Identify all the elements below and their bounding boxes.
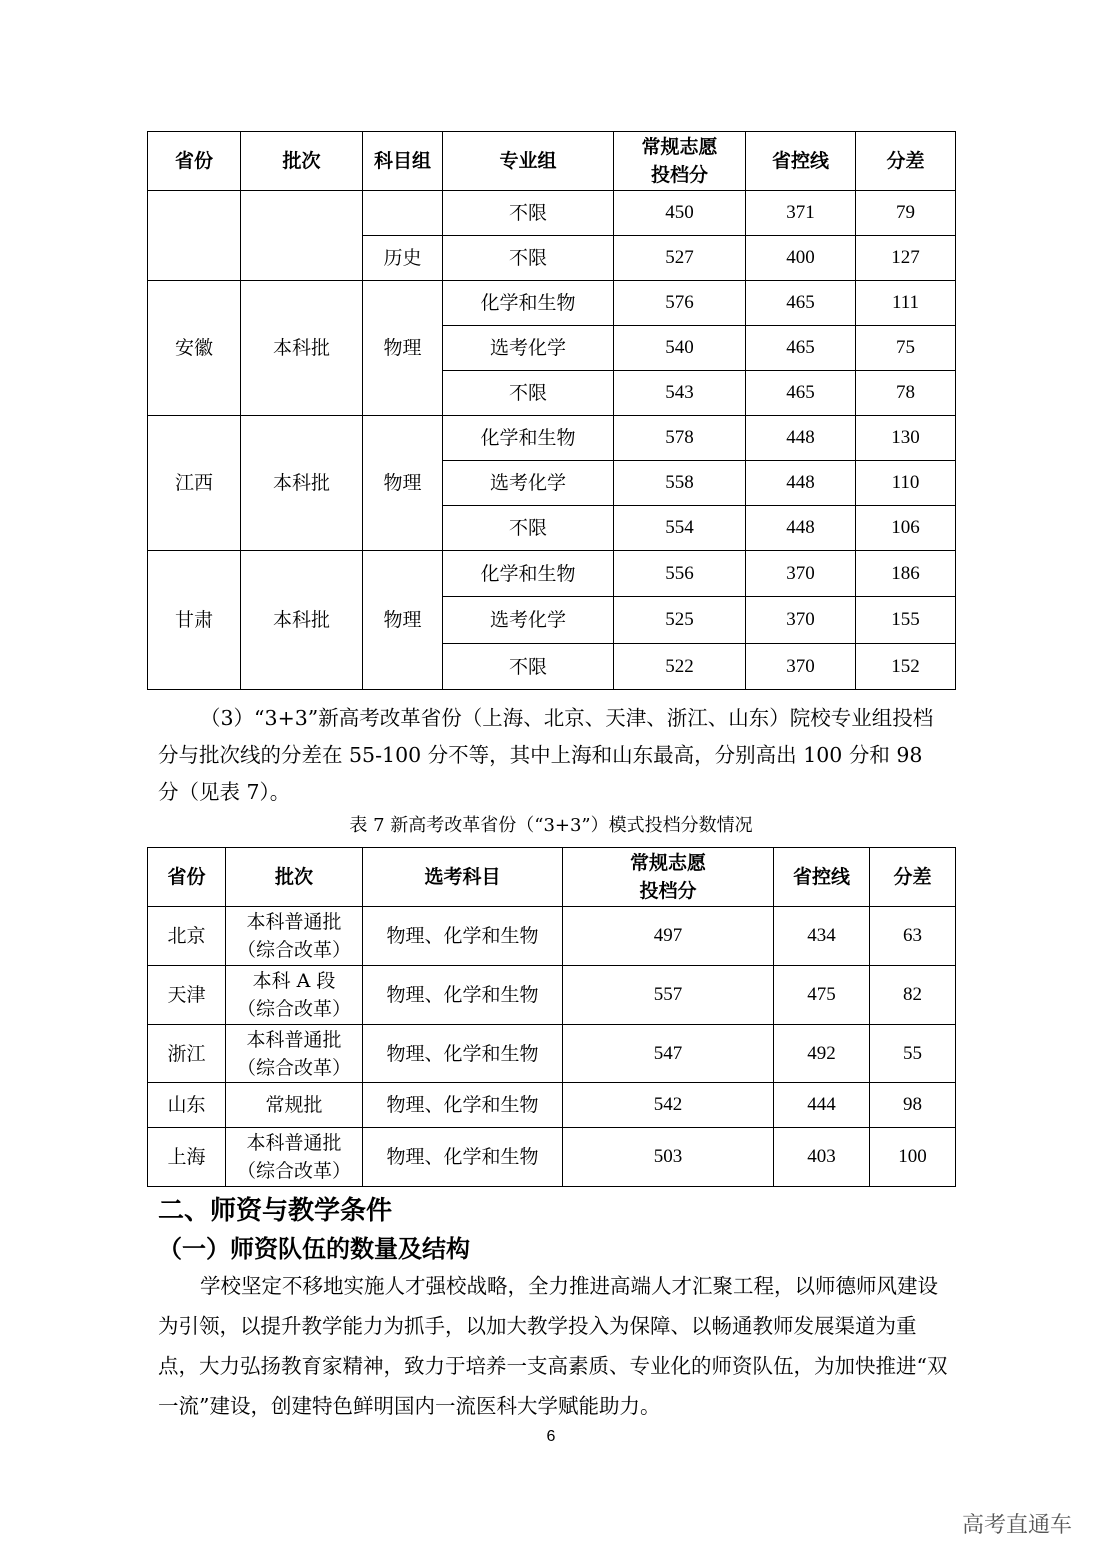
- line-cell: 370: [746, 551, 856, 597]
- subjects-cell: 物理、化学和生物: [363, 1128, 563, 1187]
- diff-cell: 186: [856, 551, 956, 597]
- header-major-group: 专业组: [443, 132, 614, 191]
- score-cell: 450: [614, 191, 746, 236]
- header-control-line: 省控线: [774, 848, 870, 907]
- line-cell: 448: [746, 506, 856, 551]
- line-cell: 465: [746, 371, 856, 416]
- province-cell: 天津: [148, 966, 226, 1025]
- diff-cell: 152: [856, 644, 956, 690]
- page-number: 6: [546, 1428, 556, 1445]
- table-row: [148, 191, 956, 236]
- diff-cell: 111: [856, 281, 956, 326]
- subjects-cell: 物理、化学和生物: [363, 1083, 563, 1128]
- admission-table-6: [147, 131, 956, 690]
- diff-cell: 55: [870, 1025, 956, 1083]
- score-cell: 522: [614, 644, 746, 690]
- group-cell: 选考化学: [443, 326, 614, 371]
- score-cell: 554: [614, 506, 746, 551]
- diff-cell: 127: [856, 236, 956, 281]
- header-batch: 批次: [226, 848, 363, 907]
- table-row: [148, 281, 956, 326]
- subsection-heading: （一）师资队伍的数量及结构: [158, 1235, 470, 1263]
- province-cell: 安徽: [148, 281, 241, 416]
- line-cell: 448: [746, 416, 856, 461]
- diff-cell: 63: [870, 907, 956, 966]
- score-cell: 557: [563, 966, 774, 1025]
- batch-cell: 本科批: [241, 416, 363, 551]
- province-cell: 上海: [148, 1128, 226, 1187]
- diff-cell: 155: [856, 597, 956, 644]
- table-row: [148, 1083, 956, 1128]
- group-cell: 不限: [443, 644, 614, 690]
- score-cell: 558: [614, 461, 746, 506]
- province-cell: [148, 191, 241, 281]
- diff-cell: 100: [870, 1128, 956, 1187]
- score-cell: 578: [614, 416, 746, 461]
- line-cell: 400: [746, 236, 856, 281]
- subject-cell: [363, 191, 443, 236]
- subject-cell: 物理: [363, 551, 443, 690]
- province-cell: 浙江: [148, 1025, 226, 1083]
- batch-cell: 常规批: [226, 1083, 363, 1128]
- subjects-cell: 物理、化学和生物: [363, 1025, 563, 1083]
- line-cell: 448: [746, 461, 856, 506]
- diff-cell: 98: [870, 1083, 956, 1128]
- table-row: [148, 1128, 956, 1187]
- header-score: 常规志愿 投档分: [563, 848, 774, 907]
- diff-cell: 75: [856, 326, 956, 371]
- line-cell: 370: [746, 597, 856, 644]
- line-cell: 444: [774, 1083, 870, 1128]
- line-cell: 403: [774, 1128, 870, 1187]
- subject-cell: 物理: [363, 281, 443, 416]
- header-batch: 批次: [241, 132, 363, 191]
- header-diff: 分差: [856, 132, 956, 191]
- watermark: 高考直通车: [962, 1513, 1073, 1538]
- batch-cell: 本科普通批 （综合改革）: [226, 1025, 363, 1083]
- score-cell: 542: [563, 1083, 774, 1128]
- table-row: [148, 1025, 956, 1083]
- subject-cell: 历史: [363, 236, 443, 281]
- batch-cell: 本科批: [241, 281, 363, 416]
- province-cell: 北京: [148, 907, 226, 966]
- group-cell: 不限: [443, 371, 614, 416]
- diff-cell: 78: [856, 371, 956, 416]
- table-row: [148, 966, 956, 1025]
- header-province: 省份: [148, 848, 226, 907]
- line-cell: 465: [746, 326, 856, 371]
- table-7-caption: 表 7 新高考改革省份（“3+3”）模式投档分数情况: [349, 815, 753, 836]
- line-cell: 434: [774, 907, 870, 966]
- header-diff: 分差: [870, 848, 956, 907]
- score-cell: 503: [563, 1128, 774, 1187]
- header-subjects: 选考科目: [363, 848, 563, 907]
- header-province: 省份: [148, 132, 241, 191]
- diff-cell: 79: [856, 191, 956, 236]
- subjects-cell: 物理、化学和生物: [363, 907, 563, 966]
- header-control-line: 省控线: [746, 132, 856, 191]
- diff-cell: 82: [870, 966, 956, 1025]
- score-cell: 540: [614, 326, 746, 371]
- diff-cell: 130: [856, 416, 956, 461]
- province-cell: 山东: [148, 1083, 226, 1128]
- table-header-row: [148, 848, 956, 907]
- group-cell: 化学和生物: [443, 281, 614, 326]
- group-cell: 选考化学: [443, 597, 614, 644]
- table-header-row: [148, 132, 956, 191]
- batch-cell: 本科批: [241, 551, 363, 690]
- paragraph-3: （3）“3+3”新高考改革省份（上海、北京、天津、浙江、山东）院校专业组投档分与批次线的分差在 55-100 分不等，其中上海和山东最高，分别高出 100 分和 98 分（见表 7）。: [158, 706, 934, 804]
- table-row: [148, 907, 956, 966]
- batch-cell: 本科 A 段 （综合改革）: [226, 966, 363, 1025]
- group-cell: 化学和生物: [443, 416, 614, 461]
- group-cell: 不限: [443, 191, 614, 236]
- group-cell: 不限: [443, 236, 614, 281]
- subjects-cell: 物理、化学和生物: [363, 966, 563, 1025]
- line-cell: 371: [746, 191, 856, 236]
- table-row: [148, 416, 956, 461]
- line-cell: 370: [746, 644, 856, 690]
- admission-table-7: [147, 847, 956, 1187]
- diff-cell: 110: [856, 461, 956, 506]
- score-cell: 527: [614, 236, 746, 281]
- batch-cell: [241, 191, 363, 281]
- province-cell: 江西: [148, 416, 241, 551]
- group-cell: 选考化学: [443, 461, 614, 506]
- score-cell: 543: [614, 371, 746, 416]
- paragraph-4: 学校坚定不移地实施人才强校战略，全力推进高端人才汇聚工程，以师德师风建设为引领，以提升教学能力为抓手，以加大教学投入为保障、以畅通教师发展渠道为重点，大力弘扬教育家精神，致力于培养一支高素质、专业化的师资队伍，为加快推进“双一流”建设，创建特色鲜明国内一流医科大学赋能助力。: [158, 1274, 948, 1418]
- line-cell: 465: [746, 281, 856, 326]
- score-cell: 576: [614, 281, 746, 326]
- batch-cell: 本科普通批 （综合改革）: [226, 1128, 363, 1187]
- diff-cell: 106: [856, 506, 956, 551]
- subject-cell: 物理: [363, 416, 443, 551]
- section-heading: 二、师资与教学条件: [158, 1196, 393, 1226]
- header-score: 常规志愿 投档分: [614, 132, 746, 191]
- score-cell: 556: [614, 551, 746, 597]
- line-cell: 475: [774, 966, 870, 1025]
- score-cell: 525: [614, 597, 746, 644]
- table-row: [148, 551, 956, 597]
- header-subject-group: 科目组: [363, 132, 443, 191]
- batch-cell: 本科普通批 （综合改革）: [226, 907, 363, 966]
- score-cell: 497: [563, 907, 774, 966]
- group-cell: 化学和生物: [443, 551, 614, 597]
- group-cell: 不限: [443, 506, 614, 551]
- province-cell: 甘肃: [148, 551, 241, 690]
- score-cell: 547: [563, 1025, 774, 1083]
- line-cell: 492: [774, 1025, 870, 1083]
